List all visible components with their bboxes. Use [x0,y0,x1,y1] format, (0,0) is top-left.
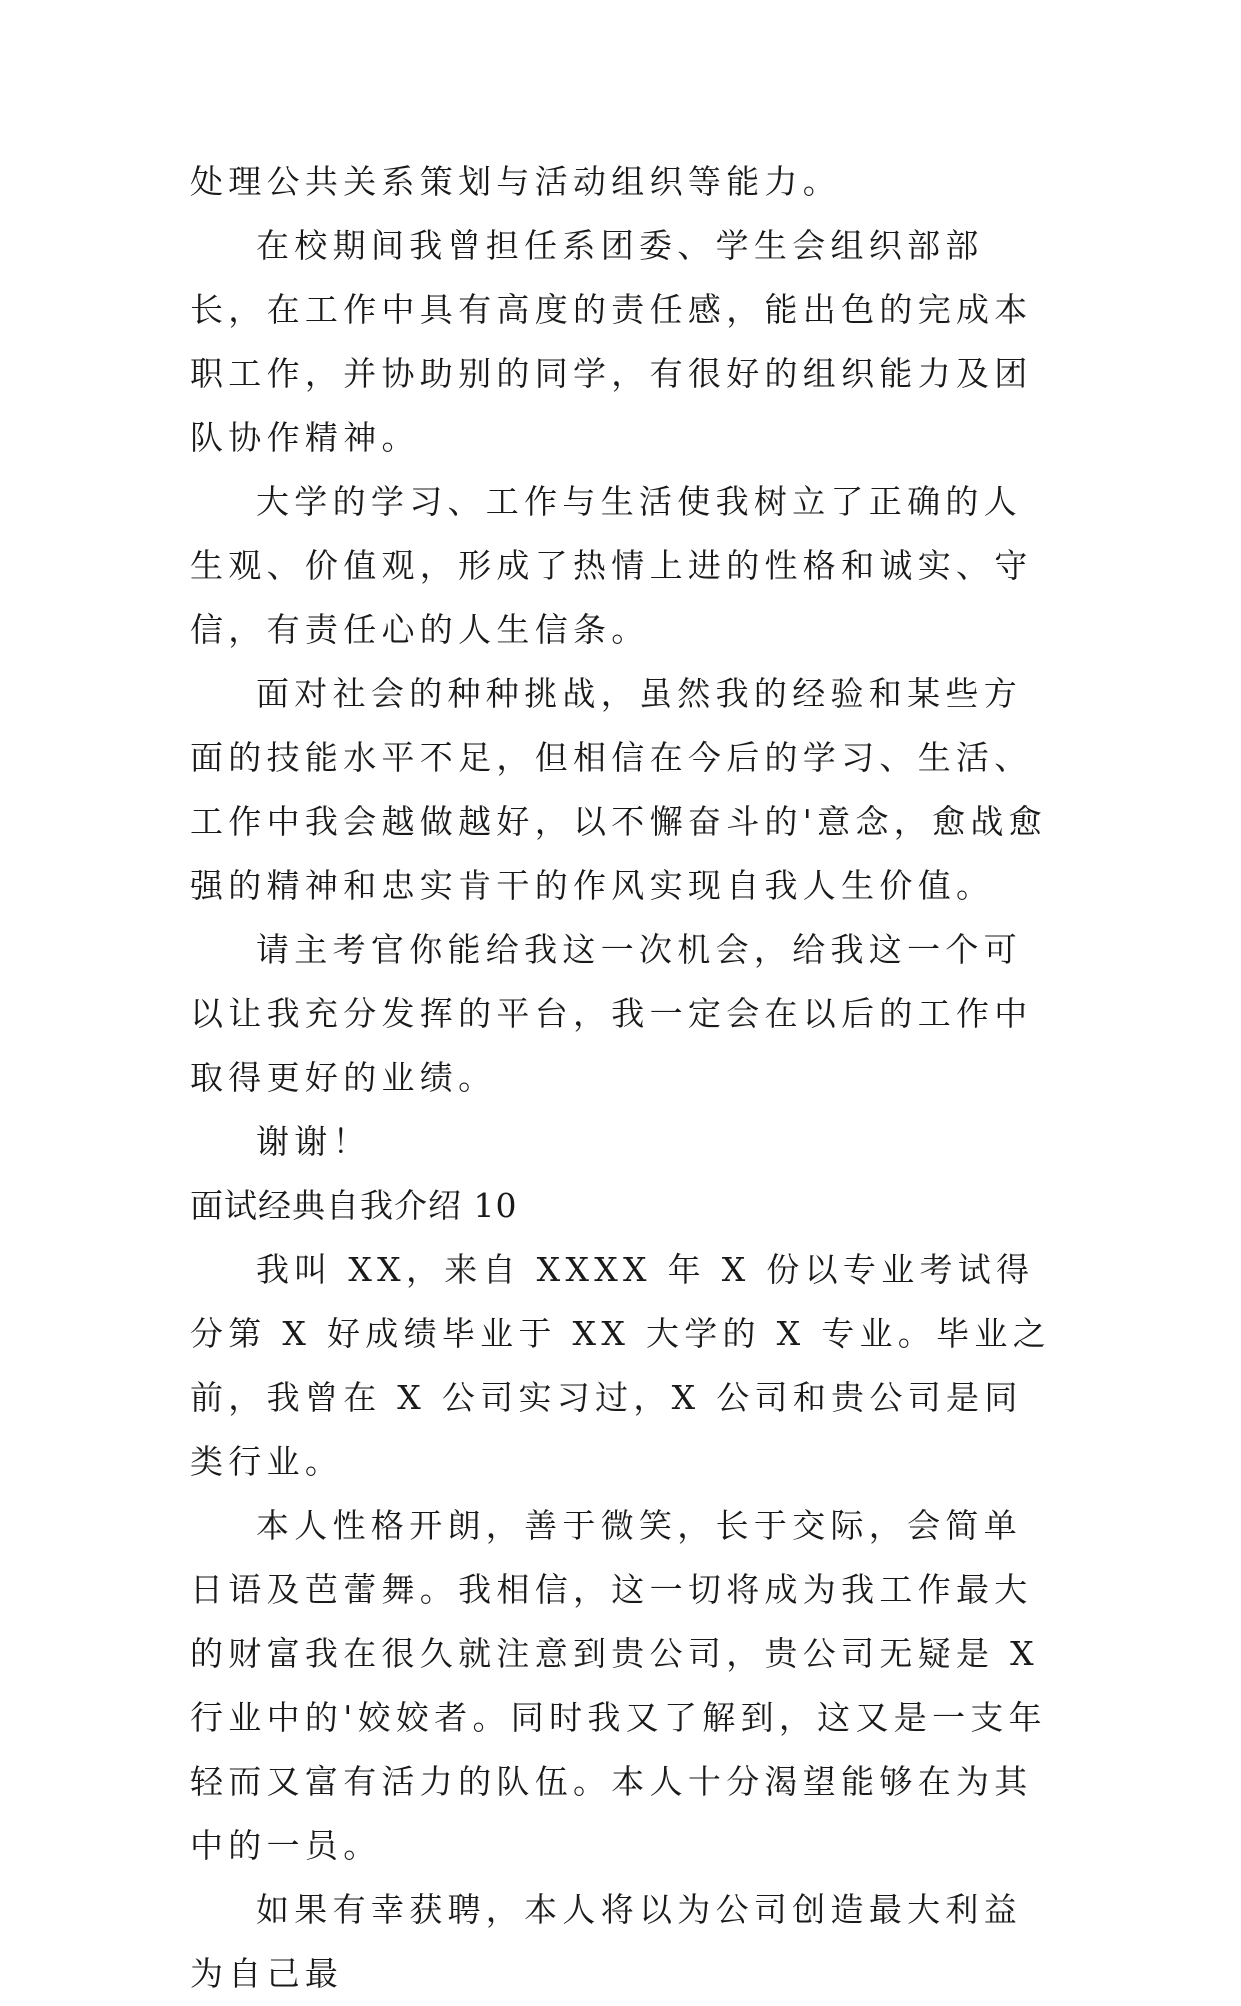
paragraph-intro: 我叫 XX，来自 XXXX 年 X 份以专业考试得分第 X 好成绩毕业于 XX 大学的 X 专业。毕业之前，我曾在 X 公司实习过，X 公司和贵公司是同类行业。 [190,1250,1052,1481]
paragraph-challenges: 面对社会的种种挑战，虽然我的经验和某些方面的技能水平不足，但相信在今后的学习、生活、工作中我会越做越好，以不懈奋斗的'意念，愈战愈强的精神和忠实肯干的作风实现自我人生价值。 [190,674,1047,905]
paragraph-values: 大学的学习、工作与生活使我树立了正确的人生观、价值观，形成了热情上进的性格和诚实、守信，有责任心的人生信条。 [190,482,1033,649]
section-title: 面试经典自我介绍 10 [190,1186,518,1225]
paragraph-thanks: 谢谢！ [256,1122,371,1161]
paragraph-request: 请主考官你能给我这一次机会，给我这一个可以让我充分发挥的平台，我一定会在以后的工作中取得更好的业绩。 [190,930,1033,1097]
paragraph-hiring: 如果有幸获聘，本人将以为公司创造最大利益为自己最 [190,1890,1022,1993]
document-body [190,150,1052,2006]
paragraph-campus-role: 在校期间我曾担任系团委、学生会组织部部长，在工作中具有高度的责任感，能出色的完成本职工作，并协助别的同学，有很好的组织能力及团队协作精神。 [190,226,1033,457]
paragraph-personality: 本人性格开朗，善于微笑，长于交际，会简单日语及芭蕾舞。我相信，这一切将成为我工作最大的财富我在很久就注意到贵公司，贵公司无疑是 X 行业中的'姣姣者。同时我又了解到，这又是一支年轻而又富有活力的队伍。本人十分渴望能够在为其中的一员。 [190,1506,1047,1865]
paragraph-continued: 处理公共关系策划与活动组织等能力。 [190,162,842,201]
